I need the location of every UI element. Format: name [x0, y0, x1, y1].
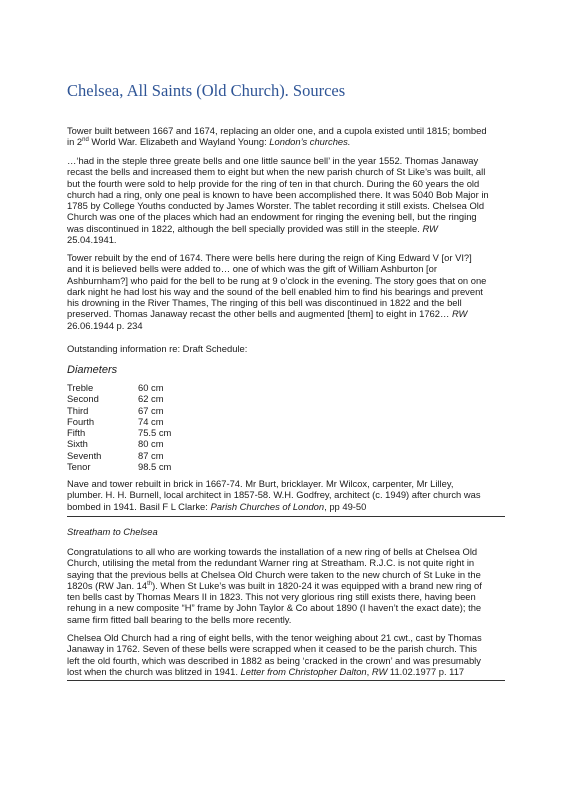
text-line: same firm fitted ball bearing to the bells more recently.	[67, 613, 292, 625]
paragraph-streatham-letter	[67, 546, 505, 625]
bell-name: Tenor	[67, 461, 91, 473]
page-title: Chelsea, All Saints (Old Church). Sources	[67, 81, 346, 100]
bell-name: Fourth	[67, 415, 95, 427]
text-line	[67, 308, 505, 319]
paragraph-tower-history	[67, 125, 505, 148]
bell-diameter: 98.5 cm	[138, 461, 172, 473]
text-line: Nave and tower rebuilt in brick in 1667-74. Mr Burt, bricklayer. Mr Wilcox, carpenter, Mr Lilley,	[67, 478, 454, 489]
text-run: 11.02.1977 p. 117	[387, 665, 465, 677]
text-line	[67, 501, 505, 512]
citation: RW	[371, 665, 388, 677]
text-line: saying that the previous bells at Chelsea Old Church were taken to the new church of St Luke in the	[67, 568, 481, 580]
text-run: , pp 49-50	[324, 500, 367, 512]
text-line: Ashburnham?] who paid for the bell to be rung at 9 o’clock in the evening. The story goes that on one	[67, 274, 487, 286]
bell-diameter: 74 cm	[138, 415, 164, 427]
text-run: bombed in 1941. Basil F L Clarke:	[67, 500, 211, 512]
paragraph-old-church-ring	[67, 632, 505, 677]
paragraph-tower-rebuilt	[67, 252, 505, 331]
citation: RW	[422, 222, 438, 234]
bell-name: Third	[67, 404, 89, 416]
text-line: 26.06.1944 p. 234	[67, 319, 143, 331]
text-line: ten bells cast by Thomas Mears II in 1823. This not very glorious ring still exists there, having been	[67, 591, 476, 603]
text-line: dark night he had lost his way and the sound of the bell enabled him to find his bearings and prevent	[67, 285, 483, 297]
text-line: Tower rebuilt by the end of 1674. There were bells here during the reign of King Edward V [or VI?]	[67, 252, 472, 263]
section-divider	[67, 680, 505, 681]
bell-name: Fifth	[67, 427, 86, 439]
citation: London’s churches.	[269, 136, 351, 148]
text-line: Church was one of the places which had an endowment for ringing the evening bell, but the ringing	[67, 211, 477, 223]
bell-name: Sixth	[67, 438, 88, 450]
text-line: recast the bells and increased them to eight but when the new parish church of St Like’s was built, all	[67, 166, 486, 178]
text-run: World War. Elizabeth and Wayland Young:	[88, 136, 270, 148]
text-line: Church, utilising the metal from the redundant Warner ring at Streatham. R.J.C. is not quite right in	[67, 557, 475, 569]
section-heading	[67, 526, 505, 537]
text-line: Tower built between 1667 and 1674, replacing an older one, and a cupola existed until 1815; bombed	[67, 125, 487, 136]
citation: Parish Churches of London	[210, 500, 325, 512]
bell-diameter: 75.5 cm	[138, 427, 172, 439]
text-line: Chelsea Old Church had a ring of eight bells, with the tenor weighing about 21 cwt., cast by Thomas	[67, 632, 482, 643]
text-line: Outstanding information re: Draft Schedule:	[67, 343, 248, 354]
bell-name: Treble	[67, 382, 94, 393]
bell-diameter: 60 cm	[138, 382, 164, 393]
bell-diameter: 67 cm	[138, 404, 164, 416]
text-line: Congratulations to all who are working towards the installation of a new ring of bells at Chelsea Old	[67, 546, 478, 557]
text-run: ,	[366, 665, 372, 677]
text-line: rehung in a new composite “H” frame by John Taylor & Co about 1890 (I haven’t the exact date); the	[67, 602, 482, 614]
text-line: 1785 by College Youths conducted by James Worster. The tablet recording it still exists. Chelsea Old	[67, 200, 485, 212]
superscript: th	[147, 580, 153, 587]
text-line: Streatham to Chelsea	[67, 526, 158, 537]
bell-diameter: 62 cm	[138, 393, 164, 405]
text-line: but the fourth were sold to help provide for the ring of ten in that church. During the 60 years the old	[67, 177, 480, 189]
section-divider	[67, 516, 505, 517]
text-line: left the old fourth, which was described in 1882 as being ‘cracked in the crown’ and was presumably	[67, 654, 481, 666]
text-line	[67, 580, 505, 591]
text-line: plumber. H. H. Burnell, local architect in 1857-58. W.H. Godfrey, architect (c. 1949) after church was	[67, 489, 481, 501]
bell-name: Second	[67, 393, 99, 405]
paragraph-bells-1552	[67, 155, 505, 245]
text-line: 25.04.1941.	[67, 234, 117, 246]
citation: RW	[451, 308, 468, 320]
outstanding-info	[67, 343, 505, 354]
text-line: church had a ring, only one peal is known to have been accomplished there. It was 5040 Bob Major in	[67, 188, 489, 200]
text-run: in 2	[67, 136, 83, 148]
paragraph-nave-rebuilt	[67, 478, 505, 512]
bell-diameter: 80 cm	[138, 438, 164, 450]
text-line	[67, 666, 505, 677]
superscript: nd	[82, 137, 89, 144]
text-run: was discontinued in 1822, although the bell specially provided was still in the steeple.	[67, 222, 423, 234]
text-run: 1820s (RW Jan. 14	[67, 579, 148, 591]
text-run: lost when the church was blitzed in 1941.	[67, 665, 241, 677]
text-line: …‘had in the steple three greate bells and one little saunce bell’ in the year 1552. Thomas Janaway	[67, 155, 479, 166]
text-line: and it is believed bells were added to… one of which was the gift of William Ashburton [or	[67, 263, 437, 275]
citation: Letter from Christopher Dalton	[240, 665, 367, 677]
text-line	[67, 136, 505, 147]
text-line	[67, 223, 505, 234]
text-run: preserved. Thomas Janaway recast the other bells and augmented [them] to eight in 1762…	[67, 308, 452, 320]
bell-name: Seventh	[67, 449, 102, 461]
diameters-heading: Diameters	[67, 364, 118, 376]
text-line: Janaway in 1762. Seven of these bells were scrapped when it ceased to be the parish church. This	[67, 643, 477, 655]
text-line: his drowning in the River Thames, The ringing of this bell was discontinued in 1822 and the bell	[67, 297, 462, 309]
bell-diameter: 87 cm	[138, 449, 164, 461]
text-run: ). When St Luke’s was built in 1820-24 it was equipped with a brand new ring of	[152, 579, 482, 591]
